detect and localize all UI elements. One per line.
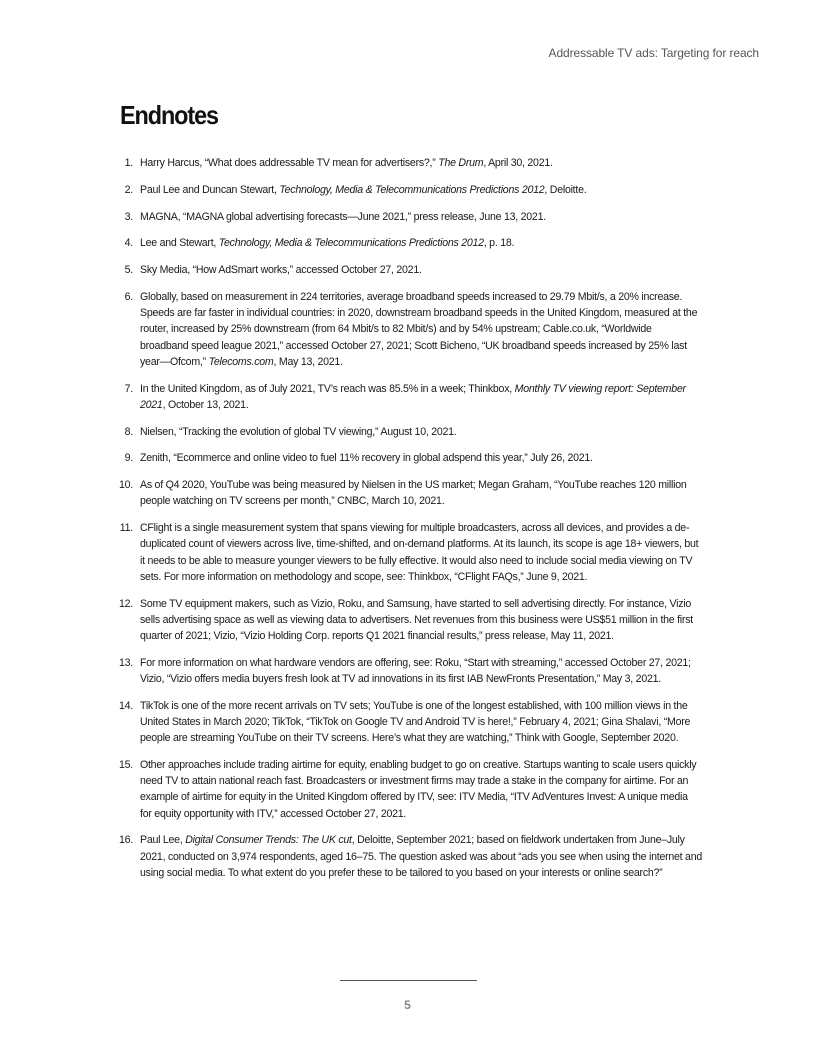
endnote-item — [112, 520, 702, 585]
endnote-text-segment: TikTok is one of the more recent arrivals on TV sets; YouTube is one of the longest established, with 100 million views in the United States in March 2020; TikTok, “TikTok on Google TV and Android TV is here!,” February 4, 2021; Gina Shalavi, “More people are streaming YouTube on their TV screens. Here’s what they are watching,” Think with Google, September 2020. — [140, 699, 691, 745]
endnote-text-segment: Paul Lee, — [140, 834, 186, 847]
endnote-text-segment: Nielsen, “Tracking the evolution of global TV viewing,” August 10, 2021. — [140, 425, 457, 438]
endnote-italic-title: Telecoms.com — [208, 355, 274, 368]
endnote-number: 5. — [124, 264, 133, 277]
endnote-text — [140, 698, 702, 747]
endnote-text-segment: , Deloitte, September 2021; based on fieldwork undertaken from June–July 2021, conducted on 3,974 respondents, aged 16–75. The question asked was about “ads you see when using the internet and using social media. To what extent do you prefer these to be tailored to you based on your interests or online search?” — [140, 834, 702, 879]
endnote-text-segment: Harry Harcus, “What does addressable TV mean for advertisers?,” — [140, 157, 439, 169]
endnote-number: 14. — [119, 699, 133, 712]
endnote-text-segment: , October 13, 2021. — [162, 398, 249, 411]
endnote-item — [112, 209, 702, 225]
endnote-text-segment: Zenith, “Ecommerce and online video to fuel 11% recovery in global adspend this year,” July 26, 2021. — [140, 452, 593, 465]
endnote-text — [140, 477, 702, 509]
endnote-number: 8. — [124, 425, 133, 438]
endnote-text — [140, 381, 702, 413]
endnote-text — [140, 424, 702, 440]
endnote-item — [112, 381, 702, 413]
endnote-text-segment: Sky Media, “How AdSmart works,” accessed October 27, 2021. — [140, 264, 422, 277]
endnote-item — [112, 596, 702, 645]
endnote-item — [112, 698, 702, 747]
endnote-text-segment: , Deloitte. — [544, 183, 587, 196]
endnote-number: 3. — [124, 210, 133, 223]
endnote-text — [140, 235, 702, 251]
endnote-item — [112, 182, 702, 198]
endnote-text — [140, 209, 702, 225]
endnote-number: 1. — [124, 157, 133, 169]
endnote-number: 15. — [119, 759, 133, 771]
endnote-text-segment: As of Q4 2020, YouTube was being measured by Nielsen in the US market; Megan Graham, “YouTube reaches 120 million people watching on TV screens per month,” CNBC, March 10, 2021. — [140, 479, 687, 508]
endnote-number: 2. — [124, 183, 133, 196]
endnote-text — [140, 450, 702, 466]
endnote-text-segment: , May 13, 2021. — [273, 355, 343, 368]
running-header: Addressable TV ads: Targeting for reach — [548, 46, 759, 60]
endnotes-list — [112, 155, 702, 892]
endnote-text-segment: , p. 18. — [483, 237, 515, 250]
endnote-item — [112, 262, 702, 278]
endnote-text-segment: Globally, based on measurement in 224 territories, average broadband speeds increased to 29.79 Mbit/s, a 20% increase. Speeds are far faster in individual countries: in 2020, downstream broadband speeds in the United Kingdom, measured at the router, increased by 25% downstream (from 64 Mbit/s to 82 Mbit/s) and by 54% upstream; Cable.co.uk, “Worldwide broadband speed league 2021,” accessed October 27, 2021; Scott Bicheno, “UK broadband speeds increased by 25% last year—Ofcom,” — [140, 290, 698, 368]
endnote-text-segment: In the United Kingdom, as of July 2021, TV’s reach was 85.5% in a week; Thinkbox, — [140, 382, 515, 395]
endnote-text-segment: Lee and Stewart, — [140, 237, 219, 250]
endnote-italic-title: Technology, Media & Telecommunications Predictions 2012 — [218, 237, 484, 250]
endnote-text — [140, 262, 702, 278]
page-number: 5 — [404, 998, 411, 1012]
endnote-item — [112, 655, 702, 687]
endnote-text-segment: Paul Lee and Duncan Stewart, — [140, 183, 280, 196]
endnote-text-segment: CFlight is a single measurement system that spans viewing for multiple broadcasters, across all devices, and provides a de-duplicated count of viewers across live, time-shifted, and on-demand platforms. At its launch, its scope is age 18+ viewers, but it needs to be able to measure younger viewers to be fully effective. It would also need to include social media viewing on TV sets. For more information on methodology and scope, see: Thinkbox, “CFlight FAQs,” June 9, 2021. — [140, 522, 699, 583]
endnote-item — [112, 477, 702, 509]
endnote-italic-title: Technology, Media & Telecommunications Predictions 2012 — [279, 183, 545, 196]
endnote-text — [140, 155, 702, 171]
endnote-number: 9. — [124, 452, 133, 465]
endnote-item — [112, 832, 702, 881]
endnote-item — [112, 757, 702, 822]
footer-divider — [340, 980, 477, 981]
endnote-text-segment: MAGNA, “MAGNA global advertising forecasts—June 2021,” press release, June 13, 2021. — [140, 210, 546, 223]
endnote-text — [140, 596, 702, 645]
endnote-item — [112, 450, 702, 466]
endnote-item — [112, 289, 702, 370]
endnote-italic-title: Digital Consumer Trends: The UK cut — [185, 834, 352, 847]
endnote-number: 10. — [119, 479, 133, 492]
endnote-number: 7. — [124, 382, 133, 395]
endnote-number: 16. — [119, 834, 133, 847]
page-title: Endnotes — [120, 100, 218, 130]
endnote-text-segment: , April 30, 2021. — [483, 157, 553, 169]
endnote-text — [140, 182, 702, 198]
endnote-number: 6. — [124, 290, 133, 303]
endnote-number: 4. — [124, 237, 133, 250]
endnote-item — [112, 235, 702, 251]
endnote-text — [140, 757, 702, 822]
endnote-italic-title: Monthly TV viewing report: September 2021 — [140, 382, 686, 411]
endnote-number: 13. — [119, 656, 133, 669]
endnote-item — [112, 155, 702, 171]
endnote-number: 12. — [119, 597, 133, 610]
endnote-text-segment: Other approaches include trading airtime for equity, enabling budget to go on creative. Startups wanting to scale users quickly need TV to attain national reach fast. Broadcasters or investment firms may trade a stake in the company for airtime. For an example of airtime for equity in the United Kingdom offered by ITV, see: ITV Media, “ITV AdVentures Invest: A unique media for equity opportunity with ITV,” accessed October 27, 2021. — [140, 759, 697, 820]
endnote-number: 11. — [119, 522, 133, 535]
endnote-text — [140, 655, 702, 687]
endnote-text-segment: Some TV equipment makers, such as Vizio, Roku, and Samsung, have started to sell advertising directly. For instance, Vizio sells advertising space as well as viewing data to advertisers. Net revenues from this business were US$51 million in the first quarter of 2021; Vizio, “Vizio Holding Corp. reports Q1 2021 financial results,” press release, May 11, 2021. — [140, 597, 693, 642]
endnote-item — [112, 424, 702, 440]
endnote-text-segment: For more information on what hardware vendors are offering, see: Roku, “Start with streaming,” accessed October 27, 2021; Vizio, “Vizio offers media buyers fresh look at TV ad innovations in its first IAB NewFronts Presentation,” May 3, 2021. — [140, 656, 691, 685]
endnote-text — [140, 520, 702, 585]
endnote-text — [140, 832, 702, 881]
endnote-text — [140, 289, 702, 370]
endnote-italic-title: The Drum — [438, 157, 484, 169]
